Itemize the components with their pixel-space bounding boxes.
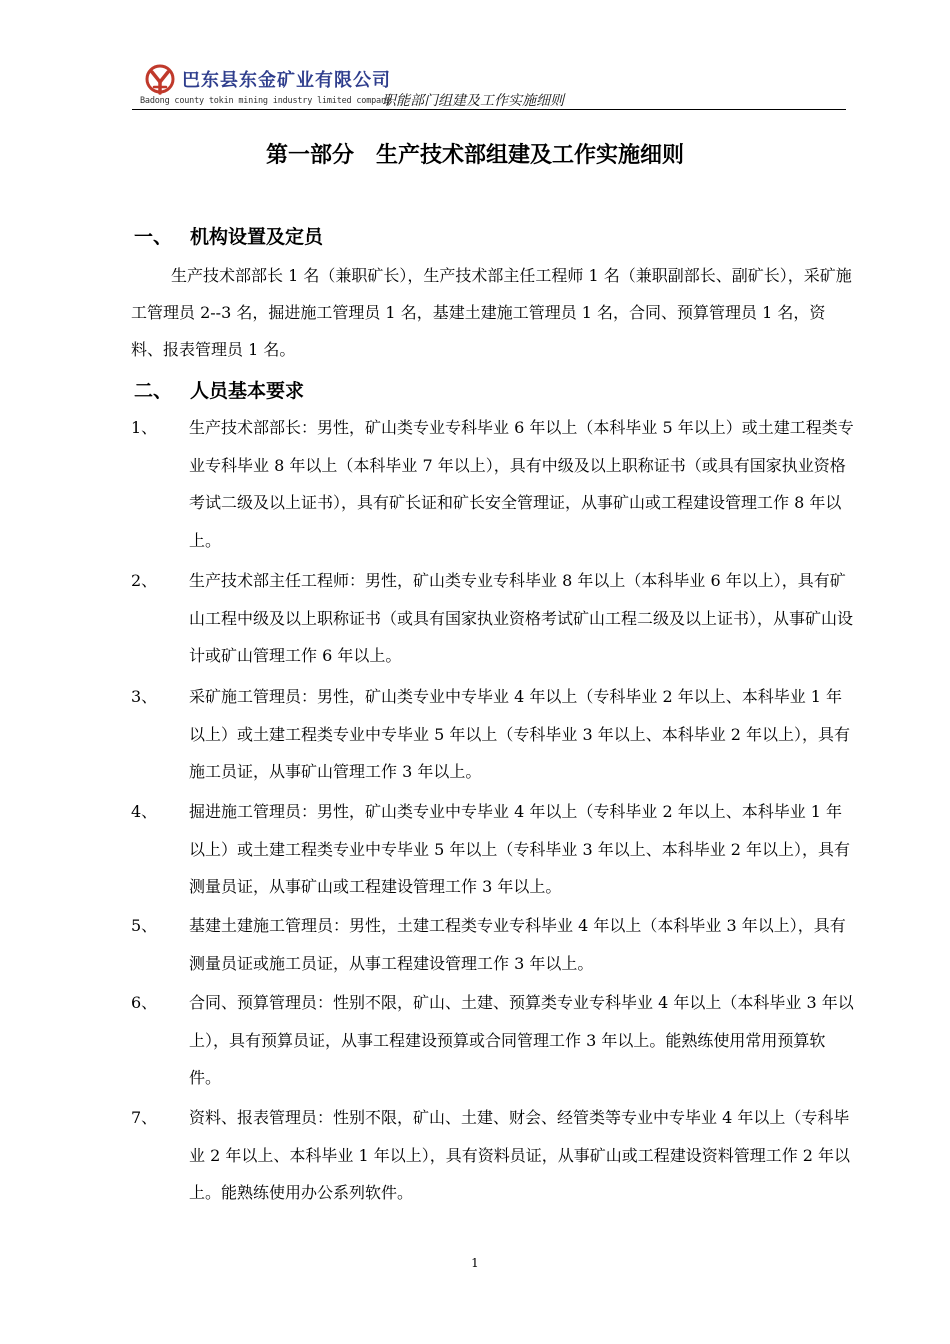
- section-title: 机构设置及定员: [190, 226, 324, 248]
- item-text: 资料、报表管理员：性别不限，矿山、土建、财会、经管类等专业中专毕业 4 年以上（专科毕业 2 年以上、本科毕业 1 年以上），具有资料员证，从事矿山或工程建设资料管理工作 2 年以上。能熟练使用办公系列软件。: [189, 1108, 851, 1202]
- list-item: [131, 984, 857, 1097]
- item-number: 6、: [131, 993, 158, 1012]
- item-number: 4、: [131, 802, 158, 821]
- section-title: 人员基本要求: [190, 380, 305, 402]
- header-doc-title: 职能部门组建及工作实施细则: [382, 93, 564, 109]
- company-name-cn: 巴东县东金矿业有限公司: [182, 70, 391, 91]
- section-heading-1: [134, 222, 323, 249]
- item-text: 合同、预算管理员：性别不限，矿山、土建、预算类专业专科毕业 4 年以上（本科毕业 3 年以上），具有预算员证，从事工程建设预算或合同管理工作 3 年以上。能熟练使用常用预算软件。: [189, 993, 854, 1087]
- page-header: [132, 62, 846, 112]
- section-number: 二、: [134, 380, 173, 402]
- section-paragraph: [131, 257, 857, 368]
- list-item: [131, 907, 857, 982]
- page-number: 1: [471, 1256, 479, 1270]
- list-item: [131, 409, 857, 559]
- item-text: 采矿施工管理员：男性，矿山类专业中专毕业 4 年以上（专科毕业 2 年以上、本科毕业 1 年以上）或土建工程类专业中专毕业 5 年以上（专科毕业 3 年以上、本科毕业 2 年以上），具有施工员证，从事矿山管理工作 3 年以上。: [189, 687, 851, 781]
- header-divider: [132, 109, 846, 110]
- item-number: 7、: [131, 1108, 158, 1127]
- item-number: 5、: [131, 916, 158, 935]
- item-text: 生产技术部主任工程师：男性，矿山类专业专科毕业 8 年以上（本科毕业 6 年以上），具有矿山工程中级及以上职称证书（或具有国家执业资格考试矿山工程二级及以上证书），从事矿山设计或矿山管理工作 6 年以上。: [189, 571, 854, 665]
- list-item: [131, 793, 857, 906]
- item-text: 掘进施工管理员：男性，矿山类专业中专毕业 4 年以上（专科毕业 2 年以上、本科毕业 1 年以上）或土建工程类专业中专毕业 5 年以上（专科毕业 3 年以上、本科毕业 2 年以上），具有测量员证，从事矿山或工程建设管理工作 3 年以上。: [189, 802, 851, 896]
- item-number: 2、: [131, 571, 158, 590]
- list-item: [131, 678, 857, 791]
- list-item: [131, 562, 857, 675]
- list-item: [131, 1099, 857, 1212]
- item-text: 基建土建施工管理员：男性，土建工程类专业专科毕业 4 年以上（本科毕业 3 年以上），具有测量员证或施工员证，从事工程建设管理工作 3 年以上。: [189, 916, 846, 973]
- paragraph-text: 生产技术部部长 1 名（兼职矿长），生产技术部主任工程师 1 名（兼职副部长、副矿长），采矿施工管理员 2--3 名，掘进施工管理员 1 名，基建土建施工管理员 1 名，合同、预算管理员 1 名，资料、报表管理员 1 名。: [131, 266, 852, 359]
- section-number: 一、: [134, 226, 173, 248]
- section-heading-2: [134, 376, 304, 403]
- company-name-en: Badong county tokin mining industry limited company: [140, 96, 391, 106]
- page-title: 第一部分 生产技术部组建及工作实施细则: [265, 143, 684, 168]
- item-number: 3、: [131, 687, 158, 706]
- company-logo-icon: [142, 64, 178, 96]
- item-text: 生产技术部部长：男性，矿山类专业专科毕业 6 年以上（本科毕业 5 年以上）或土建工程类专业专科毕业 8 年以上（本科毕业 7 年以上），具有中级及以上职称证书（或具有国家执业资格考试二级及以上证书），具有矿长证和矿长安全管理证，从事矿山或工程建设管理工作 8 年以上。: [189, 418, 854, 550]
- item-number: 1、: [131, 418, 158, 437]
